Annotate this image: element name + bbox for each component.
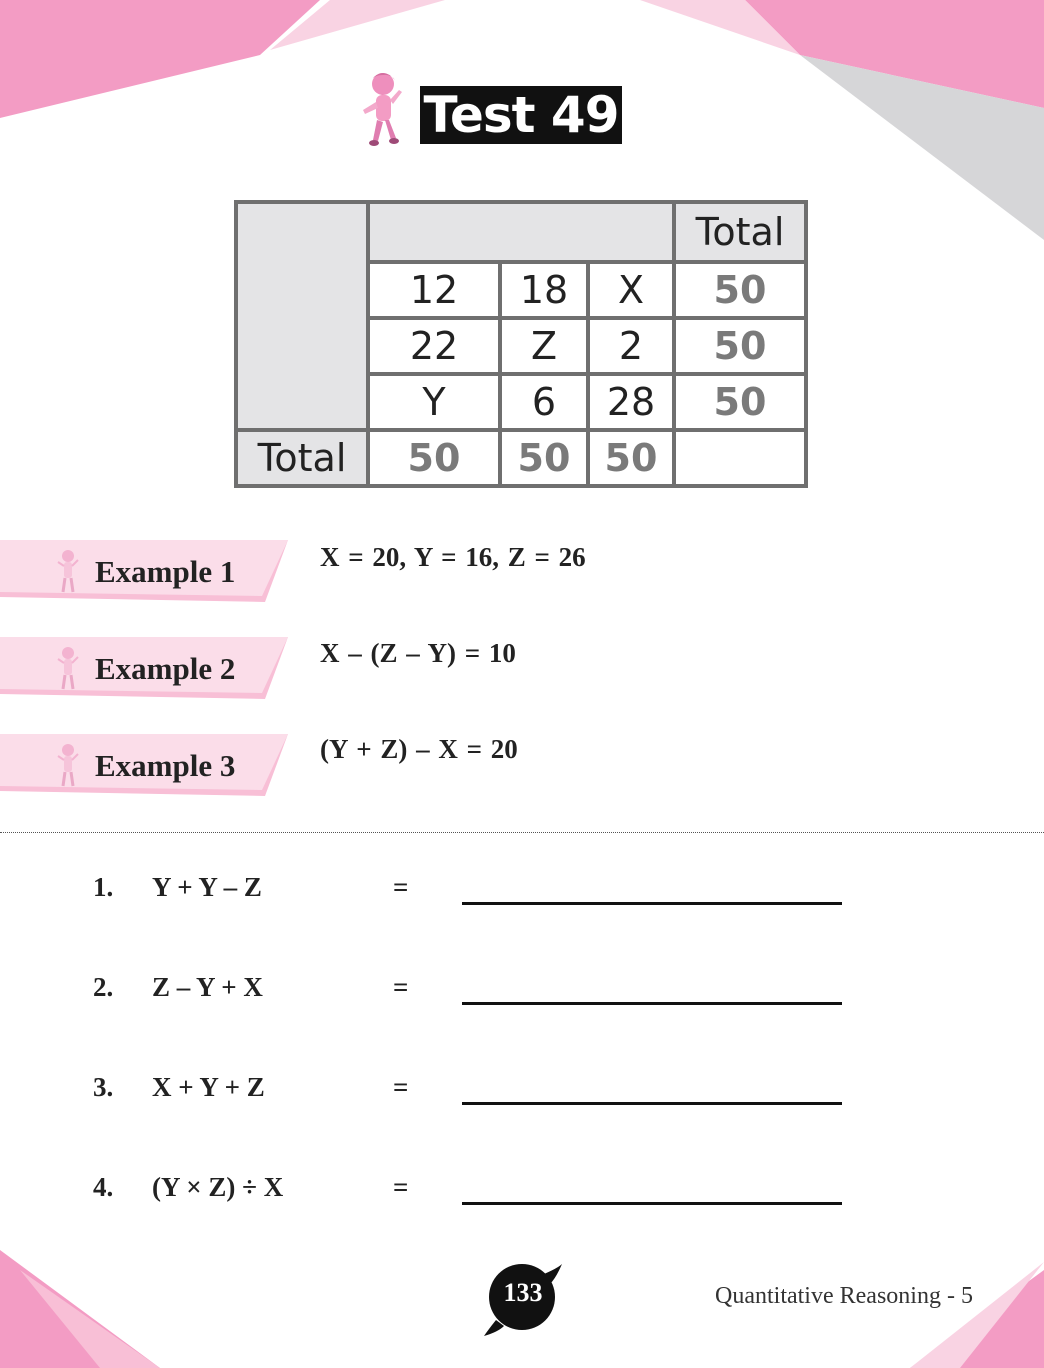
grand-total-cell — [674, 430, 806, 486]
girl-mascot-icon — [56, 742, 80, 788]
question-expression: X + Y + Z — [152, 1072, 265, 1102]
table-cell: 12 — [368, 262, 500, 318]
row-total: 50 — [674, 262, 806, 318]
question-number: 1. — [93, 872, 114, 902]
table-cell: Y — [368, 374, 500, 430]
table-cell: 18 — [500, 262, 588, 318]
table-cell: Z — [500, 318, 588, 374]
example-equation-3: (Y + Z) – X = 20 — [320, 734, 518, 764]
header-cell — [368, 202, 674, 262]
example-equation-1: X = 20, Y = 16, Z = 26 — [320, 542, 586, 572]
row-total: 50 — [674, 318, 806, 374]
example-banner-2 — [0, 637, 292, 707]
girl-mascot-icon — [56, 645, 80, 691]
example-banner-3 — [0, 734, 292, 804]
example-equation-2: X – (Z – Y) = 10 — [320, 638, 516, 668]
equals-sign: = — [393, 972, 409, 1002]
column-total: 50 — [500, 430, 588, 486]
example-label: Example 2 — [95, 651, 236, 686]
question-1 — [0, 872, 1044, 912]
column-total: 50 — [368, 430, 500, 486]
equals-sign: = — [393, 1072, 409, 1102]
number-grid-table — [234, 200, 808, 488]
equals-sign: = — [393, 1172, 409, 1202]
table-cell: 6 — [500, 374, 588, 430]
table-cell: 28 — [588, 374, 674, 430]
example-banner-1 — [0, 540, 292, 610]
answer-line[interactable] — [462, 1102, 842, 1105]
question-3 — [0, 1072, 1044, 1112]
table-cell: 2 — [588, 318, 674, 374]
table-cell: X — [588, 262, 674, 318]
section-divider — [0, 832, 1044, 833]
corner-cell — [236, 202, 368, 430]
question-number: 3. — [93, 1072, 114, 1102]
table-footer-row — [236, 430, 806, 486]
page-title: Test 49 — [420, 86, 622, 144]
example-label: Example 3 — [95, 748, 236, 783]
book-title: Quantitative Reasoning - 5 — [715, 1283, 973, 1309]
question-number: 4. — [93, 1172, 114, 1202]
girl-mascot-icon — [355, 70, 407, 150]
row-total: 50 — [674, 374, 806, 430]
question-expression: Y + Y – Z — [152, 872, 262, 902]
example-label: Example 1 — [95, 554, 236, 589]
answer-line[interactable] — [462, 1002, 842, 1005]
table-cell: 22 — [368, 318, 500, 374]
footer-total-label: Total — [236, 430, 368, 486]
question-4 — [0, 1172, 1044, 1212]
question-expression: (Y × Z) ÷ X — [152, 1172, 284, 1202]
column-total: 50 — [588, 430, 674, 486]
answer-line[interactable] — [462, 902, 842, 905]
header-total: Total — [674, 202, 806, 262]
question-2 — [0, 972, 1044, 1012]
equals-sign: = — [393, 872, 409, 902]
page-number: 133 — [503, 1278, 543, 1307]
answer-line[interactable] — [462, 1202, 842, 1205]
girl-mascot-icon — [56, 548, 80, 594]
question-number: 2. — [93, 972, 114, 1002]
question-expression: Z – Y + X — [152, 972, 263, 1002]
